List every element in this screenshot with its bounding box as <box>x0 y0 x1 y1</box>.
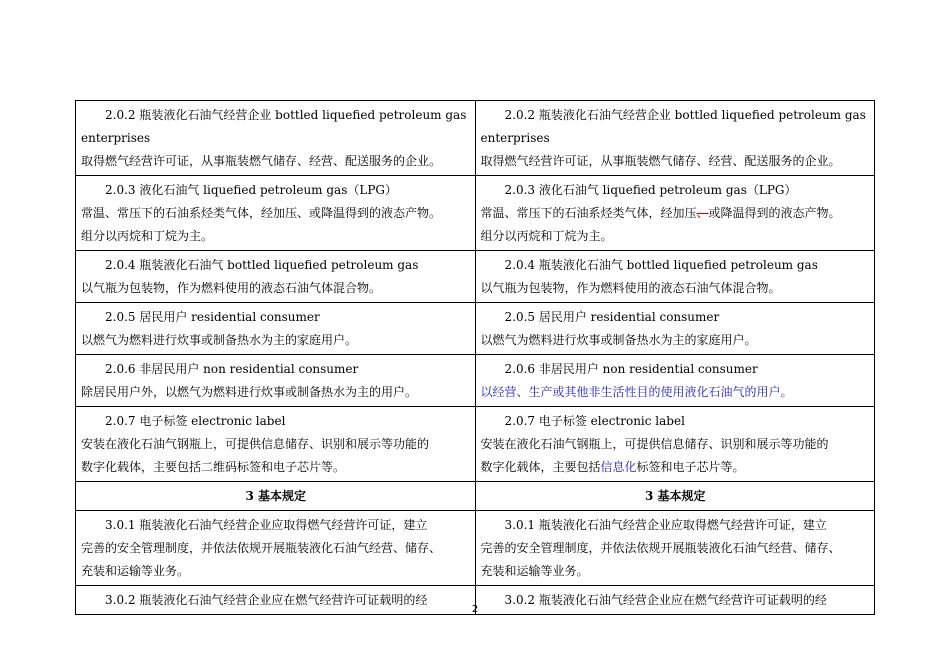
right-cell <box>475 511 875 586</box>
right-cell <box>475 176 875 251</box>
term-heading: 2.0.7 电子标签 electronic label <box>105 414 286 428</box>
definition-text: 组分以丙烷和丁烷为主。 <box>480 229 613 243</box>
term-heading-cont: enterprises <box>81 131 151 145</box>
clause-text: 3.0.2 瓶装液化石油气经营企业应在燃气经营许可证载明的经 <box>504 593 827 607</box>
clause-text: 充装和运输等业务。 <box>81 564 190 578</box>
clause-text: 3.0.1 瓶装液化石油气经营企业应取得燃气经营许可证，建立 <box>504 518 827 532</box>
clause-text: 3.0.1 瓶装液化石油气经营企业应取得燃气经营许可证，建立 <box>105 518 428 532</box>
definition-text <box>481 202 871 225</box>
table-row <box>76 482 875 511</box>
clause-text: 完善的安全管理制度，并依法依规开展瓶装液化石油气经营、储存、 <box>480 541 841 555</box>
definition-text: 组分以丙烷和丁烷为主。 <box>81 229 214 243</box>
term-heading: 2.0.4 瓶装液化石油气 bottled liquefied petroleum gas <box>504 258 818 272</box>
section-heading: 3 基本规定 <box>644 489 706 503</box>
left-cell <box>76 176 476 251</box>
clause-text: 3.0.2 瓶装液化石油气经营企业应在燃气经营许可证载明的经 <box>105 593 428 607</box>
definition-text: 以燃气为燃料进行炊事或制备热水为主的家庭用户。 <box>81 333 358 347</box>
term-heading: 2.0.7 电子标签 electronic label <box>504 414 685 428</box>
right-cell <box>475 251 875 303</box>
definition-text: 数字化载体，主要包括二维码标签和电子芯片等。 <box>81 460 346 474</box>
definition-text: 取得燃气经营许可证，从事瓶装燃气储存、经营、配送服务的企业。 <box>480 154 841 168</box>
page-number: 2 <box>471 604 479 615</box>
revised-text: 信息化 <box>600 460 637 474</box>
left-cell <box>76 101 476 176</box>
text-segment: 数字化载体，主要包括 <box>480 460 601 474</box>
left-cell <box>76 511 476 586</box>
definition-text: 常温、常压下的石油系烃类气体，经加压、或降温得到的液态产物。 <box>81 206 442 220</box>
term-heading-cont: enterprises <box>480 131 550 145</box>
term-heading: 2.0.2 瓶装液化石油气经营企业 bottled liquefied petroleum gas <box>105 108 467 122</box>
deleted-text: 、 <box>696 206 709 220</box>
term-heading: 2.0.3 液化石油气 liquefied petroleum gas（LPG） <box>504 183 797 197</box>
table-row <box>76 251 875 303</box>
table-row <box>76 511 875 586</box>
term-heading: 2.0.3 液化石油气 liquefied petroleum gas（LPG） <box>105 183 398 197</box>
term-heading: 2.0.2 瓶装液化石油气经营企业 bottled liquefied petroleum gas <box>504 108 866 122</box>
term-heading: 2.0.6 非居民用户 non residential consumer <box>504 362 758 376</box>
right-cell <box>475 482 875 511</box>
right-cell <box>475 407 875 482</box>
term-heading: 2.0.5 居民用户 residential consumer <box>504 310 720 324</box>
table-row <box>76 303 875 355</box>
right-cell <box>475 303 875 355</box>
left-cell <box>76 251 476 303</box>
definition-text: 安装在液化石油气钢瓶上，可提供信息储存、识别和展示等功能的 <box>480 437 829 451</box>
definition-text: 除居民用户外，以燃气为燃料进行炊事或制备热水为主的用户。 <box>81 385 418 399</box>
left-cell <box>76 355 476 407</box>
definition-text <box>481 456 871 479</box>
text-segment: 或降温得到的液态产物。 <box>708 206 841 220</box>
text-segment: 常温、常压下的石油系烃类气体，经加压 <box>480 206 697 220</box>
table-row <box>76 101 875 176</box>
definition-text: 以气瓶为包装物，作为燃料使用的液态石油气体混合物。 <box>81 281 382 295</box>
table-row <box>76 355 875 407</box>
left-cell <box>76 303 476 355</box>
comparison-table <box>75 100 875 615</box>
clause-text: 完善的安全管理制度，并依法依规开展瓶装液化石油气经营、储存、 <box>81 541 442 555</box>
definition-text: 以气瓶为包装物，作为燃料使用的液态石油气体混合物。 <box>480 281 781 295</box>
definition-text: 安装在液化石油气钢瓶上，可提供信息储存、识别和展示等功能的 <box>81 437 430 451</box>
table-row <box>76 176 875 251</box>
table-row <box>76 407 875 482</box>
right-cell <box>475 355 875 407</box>
clause-text: 充装和运输等业务。 <box>480 564 589 578</box>
term-heading: 2.0.6 非居民用户 non residential consumer <box>105 362 359 376</box>
definition-text: 以燃气为燃料进行炊事或制备热水为主的家庭用户。 <box>480 333 757 347</box>
term-heading: 2.0.5 居民用户 residential consumer <box>105 310 320 324</box>
definition-text: 取得燃气经营许可证，从事瓶装燃气储存、经营、配送服务的企业。 <box>81 154 442 168</box>
left-cell <box>76 482 476 511</box>
term-heading: 2.0.4 瓶装液化石油气 bottled liquefied petroleum gas <box>105 258 419 272</box>
text-segment: 标签和电子芯片等。 <box>636 460 745 474</box>
right-cell <box>475 101 875 176</box>
section-heading: 3 基本规定 <box>245 489 307 503</box>
revised-definition-text: 以经营、生产或其他非生活性目的使用液化石油气的用户。 <box>480 385 793 399</box>
left-cell <box>76 407 476 482</box>
